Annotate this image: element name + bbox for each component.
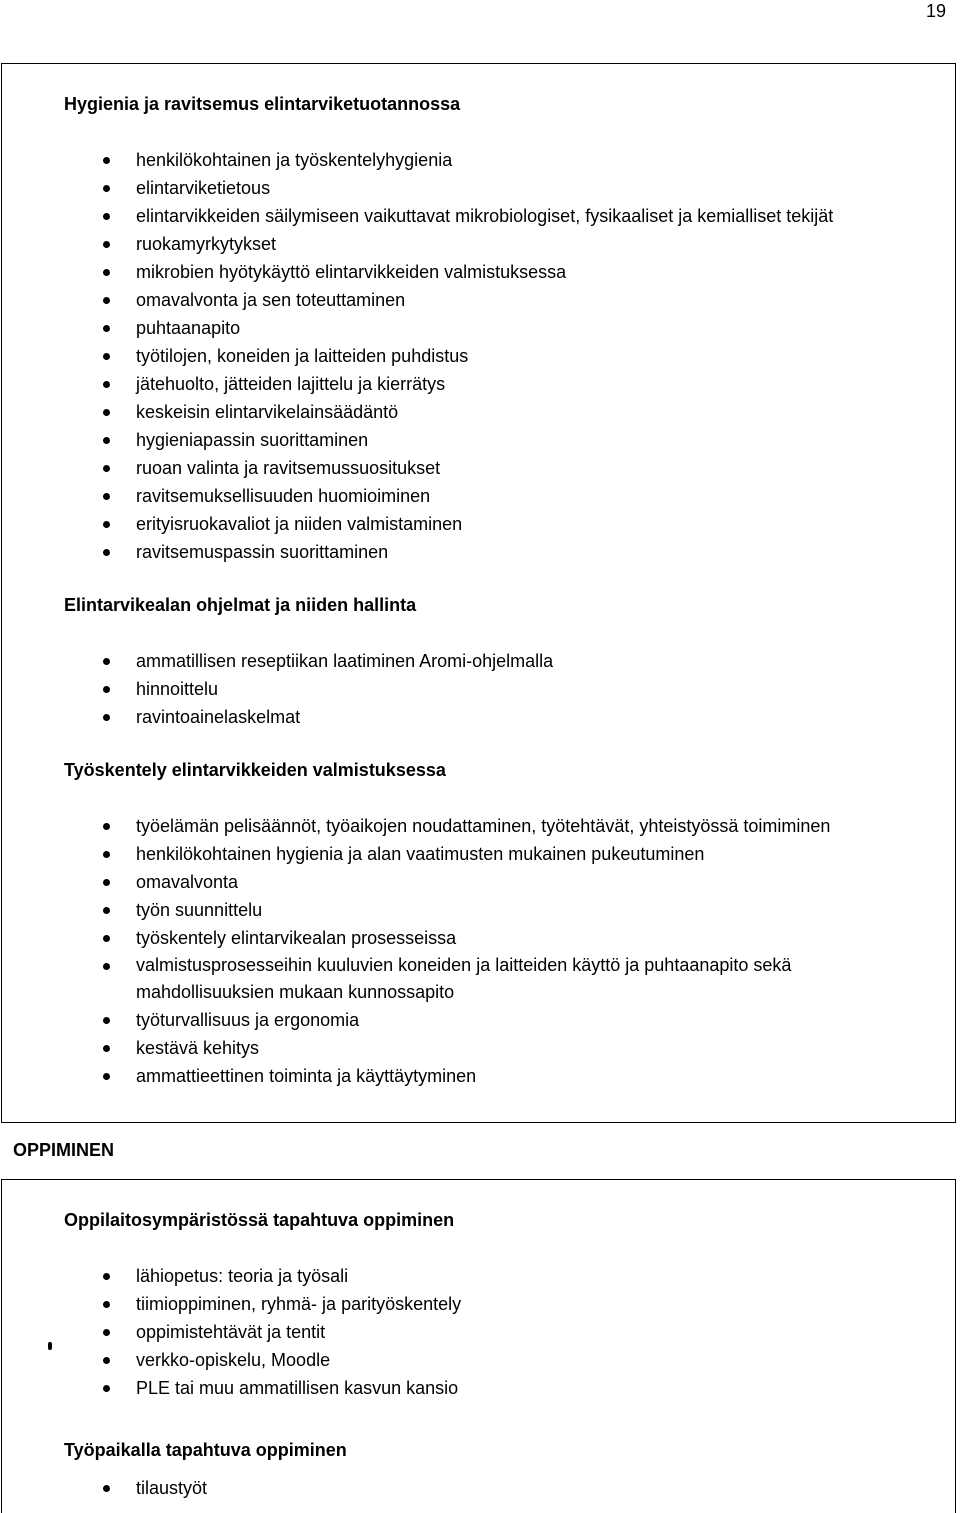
- section-heading-production: Työskentely elintarvikkeiden valmistuksessa: [64, 760, 446, 780]
- list-item: puhtaanapito: [0, 314, 940, 342]
- programs-list: [0, 647, 940, 731]
- list-item: omavalvonta: [0, 868, 940, 896]
- list-item: henkilökohtainen hygienia ja alan vaatimusten mukainen pukeutuminen: [0, 840, 940, 868]
- section-heading-programs: Elintarvikealan ohjelmat ja niiden hallinta: [64, 595, 417, 615]
- band-title: OPPIMINEN: [13, 1140, 115, 1160]
- list-item: verkko-opiskelu, Moodle: [0, 1346, 940, 1374]
- list-item: tiimioppiminen, ryhmä- ja parityöskentely: [0, 1290, 940, 1318]
- list-item: ammattieettinen toiminta ja käyttäytyminen: [0, 1062, 940, 1090]
- workplace-learning-list: [0, 1474, 940, 1502]
- list-item: lähiopetus: teoria ja työsali: [0, 1262, 940, 1290]
- list-item: ravitsemuksellisuuden huomioiminen: [0, 482, 940, 510]
- list-item: erityisruokavaliot ja niiden valmistaminen: [0, 510, 940, 538]
- list-item: mikrobien hyötykäyttö elintarvikkeiden valmistuksessa: [0, 258, 940, 286]
- list-item: kestävä kehitys: [0, 1034, 940, 1062]
- list-item: henkilökohtainen ja työskentelyhygienia: [0, 146, 940, 174]
- list-item: ruoan valinta ja ravitsemussuositukset: [0, 454, 940, 482]
- production-list: [0, 812, 940, 1090]
- list-item: työtilojen, koneiden ja laitteiden puhdistus: [0, 342, 940, 370]
- list-item: ammatillisen reseptiikan laatiminen Aromi-ohjelmalla: [0, 647, 940, 675]
- list-item: ravitsemuspassin suorittaminen: [0, 538, 940, 566]
- list-item: hygieniapassin suorittaminen: [0, 426, 940, 454]
- list-item: työelämän pelisäännöt, työaikojen noudattaminen, työtehtävät, yhteistyössä toimiminen: [0, 812, 940, 840]
- section-heading-hygiene: Hygienia ja ravitsemus elintarviketuotannossa: [64, 94, 461, 114]
- school-learning-list: [0, 1262, 940, 1402]
- learning-band: [1, 1122, 956, 1180]
- section-heading-school-learning: Oppilaitosympäristössä tapahtuva oppiminen: [64, 1210, 455, 1230]
- list-item: valmistusprosesseihin kuuluvien koneiden ja laitteiden käyttö ja puhtaanapito sekä mahdollisuuksien mukaan kunnossapito: [0, 952, 846, 1006]
- list-item: työturvallisuus ja ergonomia: [0, 1006, 940, 1034]
- section-heading-workplace-learning: Työpaikalla tapahtuva oppiminen: [64, 1440, 347, 1460]
- list-item: tilaustyöt: [0, 1474, 940, 1502]
- list-item: PLE tai muu ammatillisen kasvun kansio: [0, 1374, 940, 1402]
- list-item: työskentely elintarvikealan prosesseissa: [0, 924, 940, 952]
- list-item: jätehuolto, jätteiden lajittelu ja kierrätys: [0, 370, 940, 398]
- page-number: 19: [925, 1, 946, 21]
- list-item: työn suunnittelu: [0, 896, 940, 924]
- list-item: keskeisin elintarvikelainsäädäntö: [0, 398, 940, 426]
- list-item: hinnoittelu: [0, 675, 940, 703]
- list-item: elintarviketietous: [0, 174, 940, 202]
- list-item: ruokamyrkytykset: [0, 230, 940, 258]
- list-item: ravintoainelaskelmat: [0, 703, 940, 731]
- list-item: oppimistehtävät ja tentit: [0, 1318, 940, 1346]
- list-item: elintarvikkeiden säilymiseen vaikuttavat mikrobiologiset, fysikaaliset ja kemialliset tekijät: [0, 202, 940, 230]
- hygiene-list: [0, 146, 940, 566]
- stray-mark: [48, 1342, 52, 1350]
- list-item: omavalvonta ja sen toteuttaminen: [0, 286, 940, 314]
